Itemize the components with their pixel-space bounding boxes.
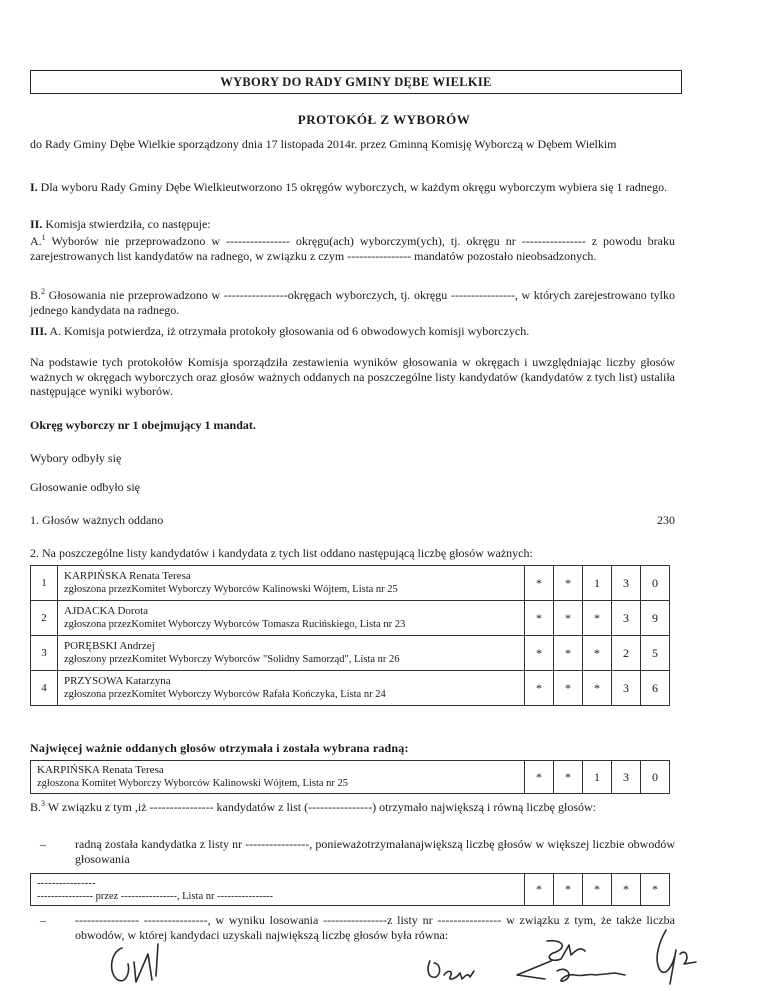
candidate-vote-digit: 2 <box>612 636 641 671</box>
valid-votes-value: 230 <box>657 513 675 527</box>
section-2a: A.$^1$ Wyborów nie przeprowadzono w ---------------- okręgu(ach) wyborczym(ych), tj. okręgu nr ---------------- z powodu braku zarejestrowanych list kandydatów na radnego, w związku z czym ---------------- mandatów pozostało nieobsadzonych. <box>30 233 675 263</box>
elected-table <box>30 760 670 794</box>
candidate-row <box>31 566 670 601</box>
intro-paragraph: do Rady Gminy Dębe Wielkie sporządzony dnia 17 listopada 2014r. przez Gminną Komisję Wyborczą w Dębem Wielkim <box>30 137 617 151</box>
elections-held: Wybory odbyły się <box>30 451 122 465</box>
candidate-vote-digit: 1 <box>583 566 612 601</box>
tie-digit: * <box>525 874 554 906</box>
elected-digit: 3 <box>612 761 641 794</box>
candidate-name: PRZYSOWA Katarzyna <box>64 675 171 687</box>
elected-heading: Najwięcej ważnie oddanych głosów otrzymała i została wybrana radną: <box>30 741 409 755</box>
protocol-title: PROTOKÓŁ Z WYBORÓW <box>297 112 471 127</box>
candidate-cell <box>58 601 525 636</box>
candidate-name: AJDACKA Dorota <box>64 605 149 617</box>
signature-1 <box>100 936 180 992</box>
candidate-vote-digit: * <box>583 671 612 706</box>
candidate-cell <box>58 566 525 601</box>
elected-name: KARPIŃSKA Renata Teresa <box>37 764 164 776</box>
elected-candidate-cell <box>31 761 525 794</box>
candidate-row <box>31 601 670 636</box>
candidate-desc: zgłoszona przezKomitet Wyborczy Wyborców Tomasza Rucińskiego, Lista nr 23 <box>64 619 406 630</box>
signature-note <box>420 955 490 987</box>
section-1 <box>30 180 675 195</box>
election-title: WYBORY DO RADY GMINY DĘBE WIELKIE <box>220 75 492 89</box>
tie-digit: * <box>641 874 670 906</box>
section-3a <box>30 324 675 339</box>
valid-votes-label: 1. Głosów ważnych oddano <box>30 513 164 527</box>
candidate-vote-digit: 3 <box>612 601 641 636</box>
section-3a-text: A. Komisja potwierdza, iż otrzymała protokoły głosowania od 6 obwodowych komisji wyborczych. <box>49 324 530 338</box>
candidate-number: 2 <box>31 601 58 636</box>
section-2-intro-text: Komisja stwierdziła, co następuje: <box>45 217 211 231</box>
section-2-label: II. <box>30 217 43 231</box>
elected-digit: 1 <box>583 761 612 794</box>
section-b3: B.$^3$ W związku z tym ,iż ---------------- kandydatów z list (----------------) otrzymało największą i równą liczbę głosów: <box>30 799 597 814</box>
candidate-number: 1 <box>31 566 58 601</box>
candidates-table <box>30 565 670 706</box>
candidate-vote-digit: * <box>554 636 583 671</box>
tie-line-1: ---------------- <box>37 876 96 889</box>
candidate-number: 4 <box>31 671 58 706</box>
dash-bullet-2: – <box>40 913 46 927</box>
section-2a-text: Wyborów nie przeprowadzono w ---------------- okręgu(ach) wyborczym(ych), tj. okręgu nr ---------------- z powodu braku zarejestrowanych list kandydatów na radnego, w związku z czym ---------------- mandatów pozostało nieobsadzonych. <box>30 234 675 263</box>
section-3-label: III. <box>30 324 48 338</box>
signature-2 <box>505 935 645 993</box>
candidate-desc: zgłoszona przezKomitet Wyborczy Wyborców Rafała Kończyka, Lista nr 24 <box>64 689 386 700</box>
tie-line-2: ---------------- przez ----------------, Lista nr ---------------- <box>37 890 274 902</box>
candidate-vote-digit: * <box>554 601 583 636</box>
district-heading: Okręg wyborczy nr 1 obejmujący 1 mandat. <box>30 418 256 432</box>
elected-row <box>31 761 670 794</box>
candidate-vote-digit: 0 <box>641 566 670 601</box>
dash-1-text: radną została kandydatka z listy nr ----------------, ponieważotrzymałanajwiększą liczbę głosów w większej liczbie obwodów głosowania <box>75 837 675 866</box>
candidate-vote-digit: * <box>525 636 554 671</box>
candidate-cell <box>58 636 525 671</box>
section-2b: B.$^2$ Głosowania nie przeprowadzono w ----------------okręgach wyborczych, tj. okręgu ----------------, w których zarejestrowano tylko jednego kandydata na radnego. <box>30 287 675 317</box>
candidate-name: PORĘBSKI Andrzej <box>64 640 155 652</box>
section-3-basis: Na podstawie tych protokołów Komisja sporządziła zestawienia wyników głosowania w okręgach i uwzględniając liczby głosów ważnych w okręgach wyborczych oraz głosów ważnych oddanych na poszczególne listy kandydatów (kandydatów z tych list) ustaliła następujące wyniki wyborów. <box>30 355 675 398</box>
candidate-vote-digit: * <box>554 671 583 706</box>
lists-label: 2. Na poszczególne listy kandydatów i kandydata z tych list oddano następującą liczbę głosów ważnych: <box>30 546 533 560</box>
candidate-vote-digit: * <box>525 601 554 636</box>
candidate-vote-digit: * <box>583 636 612 671</box>
election-title-box <box>30 70 682 94</box>
candidate-name: KARPIŃSKA Renata Teresa <box>64 570 191 582</box>
section-1-text: Dla wyboru Rady Gminy Dębe Wielkieutworzono 15 okręgów wyborczych, w każdym okręgu wyborczym wybiera się 1 radnego. <box>40 180 668 194</box>
candidate-vote-digit: * <box>554 566 583 601</box>
elected-digit: * <box>525 761 554 794</box>
elected-digit: 0 <box>641 761 670 794</box>
candidate-row <box>31 671 670 706</box>
valid-votes-row <box>30 513 675 528</box>
voting-held: Głosowanie odbyło się <box>30 480 140 494</box>
tie-row <box>31 874 670 906</box>
tie-digit: * <box>583 874 612 906</box>
candidate-desc: zgłoszony przezKomitet Wyborczy Wyborców "Solidny Samorząd", Lista nr 26 <box>64 654 400 665</box>
candidate-row <box>31 636 670 671</box>
section-2b-text: Głosowania nie przeprowadzono w ----------------okręgach wyborczych, tj. okręgu ----------------, w których zarejestrowano tylko jednego kandydata na radnego. <box>30 288 675 317</box>
candidate-vote-digit: 3 <box>612 566 641 601</box>
tie-table <box>30 873 670 906</box>
section-b3-text: W związku z tym ,iż ---------------- kandydatów z list (----------------) otrzymało największą i równą liczbę głosów: <box>47 800 597 814</box>
tie-digit: * <box>554 874 583 906</box>
signature-3 <box>640 924 710 990</box>
candidate-vote-digit: 3 <box>612 671 641 706</box>
candidate-vote-digit: * <box>583 601 612 636</box>
tie-digit: * <box>612 874 641 906</box>
candidate-vote-digit: * <box>525 566 554 601</box>
section-2-intro <box>30 217 675 232</box>
candidate-vote-digit: 5 <box>641 636 670 671</box>
candidate-desc: zgłoszona przezKomitet Wyborczy Wyborców Kalinowski Wójtem, Lista nr 25 <box>64 584 398 595</box>
section-1-label: I. <box>30 180 38 194</box>
elected-desc: zgłoszona Komitet Wyborczy Wyborców Kalinowski Wójtem, Lista nr 25 <box>37 778 349 789</box>
dash-bullet-1: – <box>40 837 46 851</box>
candidate-vote-digit: 9 <box>641 601 670 636</box>
dash-2-text: ---------------- ----------------, w wyniku losowania ----------------z listy nr ---------------- w związku z tym, że także liczba obwodów, w której kandydaci uzyskali największą liczbę głosów była równa: <box>75 913 675 942</box>
candidate-cell <box>58 671 525 706</box>
candidate-number: 3 <box>31 636 58 671</box>
candidate-vote-digit: * <box>525 671 554 706</box>
candidate-vote-digit: 6 <box>641 671 670 706</box>
tie-candidate-cell <box>31 874 525 906</box>
elected-digit: * <box>554 761 583 794</box>
